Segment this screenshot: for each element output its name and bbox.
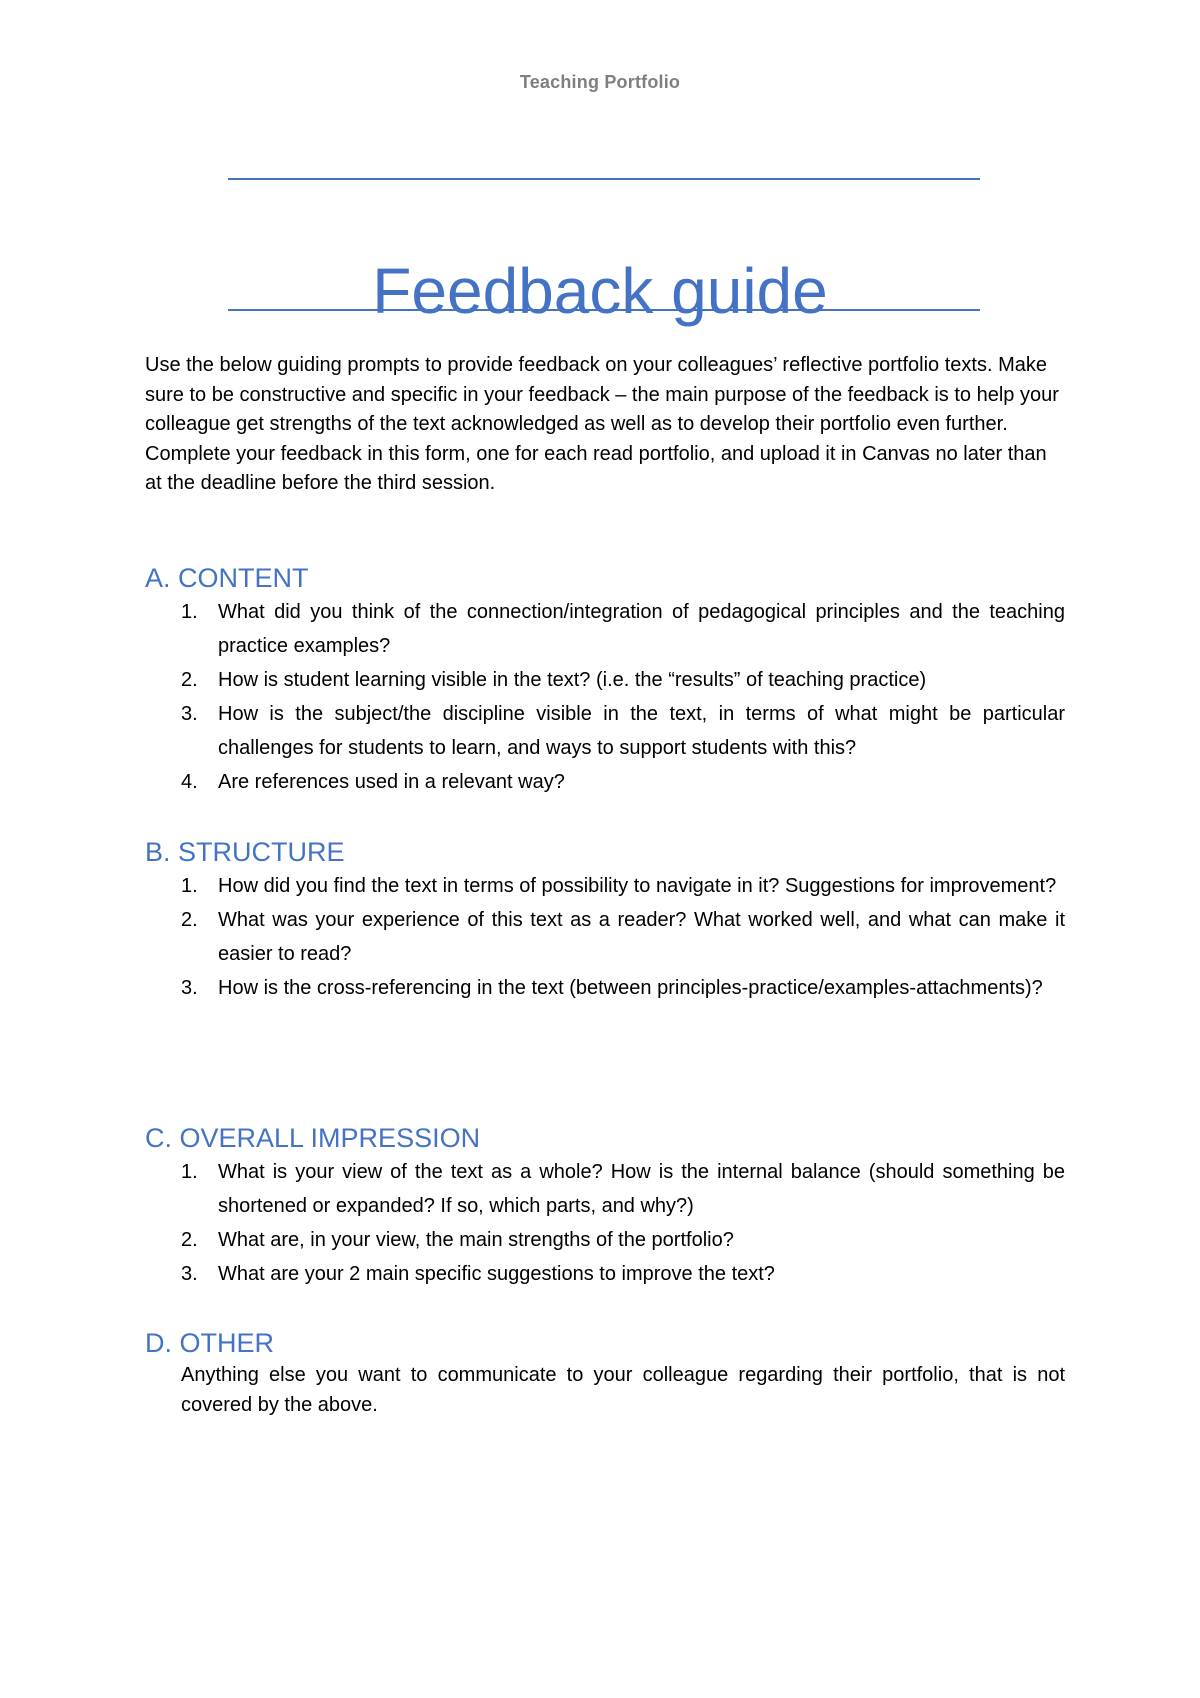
question-number: 3. bbox=[181, 977, 198, 999]
question-text: How did you find the text in terms of possibility to navigate in it? Suggestions for improvement? bbox=[218, 875, 1057, 897]
question-number: 2. bbox=[181, 1229, 198, 1251]
question-list bbox=[145, 1155, 1065, 1291]
question-text: What are your 2 main specific suggestions to improve the text? bbox=[218, 1263, 775, 1285]
title-bottom-rule bbox=[228, 309, 980, 311]
intro-paragraph: Complete your feedback in this form, one for each read portfolio, and upload it in Canvas no later than at the deadline before the third session. bbox=[145, 442, 1047, 494]
section-overall-impression bbox=[145, 1121, 1065, 1291]
other-text: Anything else you want to communicate to your colleague regarding their portfolio, that is not covered by the above. bbox=[181, 1364, 1065, 1416]
question-list bbox=[145, 595, 1065, 799]
question-number: 3. bbox=[181, 1263, 198, 1285]
intro-paragraph: Use the below guiding prompts to provide feedback on your colleagues’ reflective portfolio texts. Make sure to be constructive and specific in your feedback – the main purpose of the feedback is to help your colleague get strengths of the text acknowledged as well as to develop their portfolio even further. bbox=[145, 354, 1059, 435]
section-other bbox=[145, 1326, 1065, 1420]
question-item bbox=[145, 1257, 1065, 1291]
question-item bbox=[145, 697, 1065, 765]
intro-text bbox=[145, 351, 1065, 499]
section-heading: A. CONTENT bbox=[145, 563, 309, 593]
running-header: Teaching Portfolio bbox=[519, 72, 681, 92]
question-list bbox=[145, 869, 1065, 1005]
question-item bbox=[145, 1223, 1065, 1257]
question-number: 3. bbox=[181, 703, 198, 725]
question-number: 4. bbox=[181, 771, 198, 793]
question-text: What are, in your view, the main strengths of the portfolio? bbox=[218, 1229, 734, 1251]
question-item bbox=[145, 1155, 1065, 1223]
question-text: What did you think of the connection/integration of pedagogical principles and the teaching practice examples? bbox=[218, 601, 1065, 657]
section-structure bbox=[145, 835, 1065, 1005]
question-number: 1. bbox=[181, 1161, 198, 1183]
document-title: Feedback guide bbox=[372, 254, 828, 327]
question-text: Are references used in a relevant way? bbox=[218, 771, 565, 793]
question-text: How is the cross-referencing in the text (between principles-practice/examples-attachments)? bbox=[218, 977, 1043, 999]
question-text: What is your view of the text as a whole? How is the internal balance (should something be shortened or expanded? If so, which parts, and why?) bbox=[218, 1161, 1065, 1217]
section-heading: D. OTHER bbox=[145, 1328, 275, 1358]
question-item bbox=[145, 903, 1065, 971]
question-number: 2. bbox=[181, 909, 198, 931]
question-text: How is student learning visible in the text? (i.e. the “results” of teaching practice) bbox=[218, 669, 927, 691]
question-text: What was your experience of this text as a reader? What worked well, and what can make it easier to read? bbox=[218, 909, 1065, 965]
question-number: 2. bbox=[181, 669, 198, 691]
question-item bbox=[145, 869, 1065, 903]
question-item bbox=[145, 765, 1065, 799]
question-item bbox=[145, 663, 1065, 697]
section-heading: C. OVERALL IMPRESSION bbox=[145, 1123, 481, 1153]
section-heading: B. STRUCTURE bbox=[145, 837, 345, 867]
question-item bbox=[145, 971, 1065, 1005]
title-top-rule bbox=[228, 178, 980, 180]
question-number: 1. bbox=[181, 601, 198, 623]
question-number: 1. bbox=[181, 875, 198, 897]
question-item bbox=[145, 595, 1065, 663]
question-text: How is the subject/the discipline visible in the text, in terms of what might be particular challenges for students to learn, and ways to support students with this? bbox=[218, 703, 1065, 759]
section-content bbox=[145, 561, 1065, 799]
